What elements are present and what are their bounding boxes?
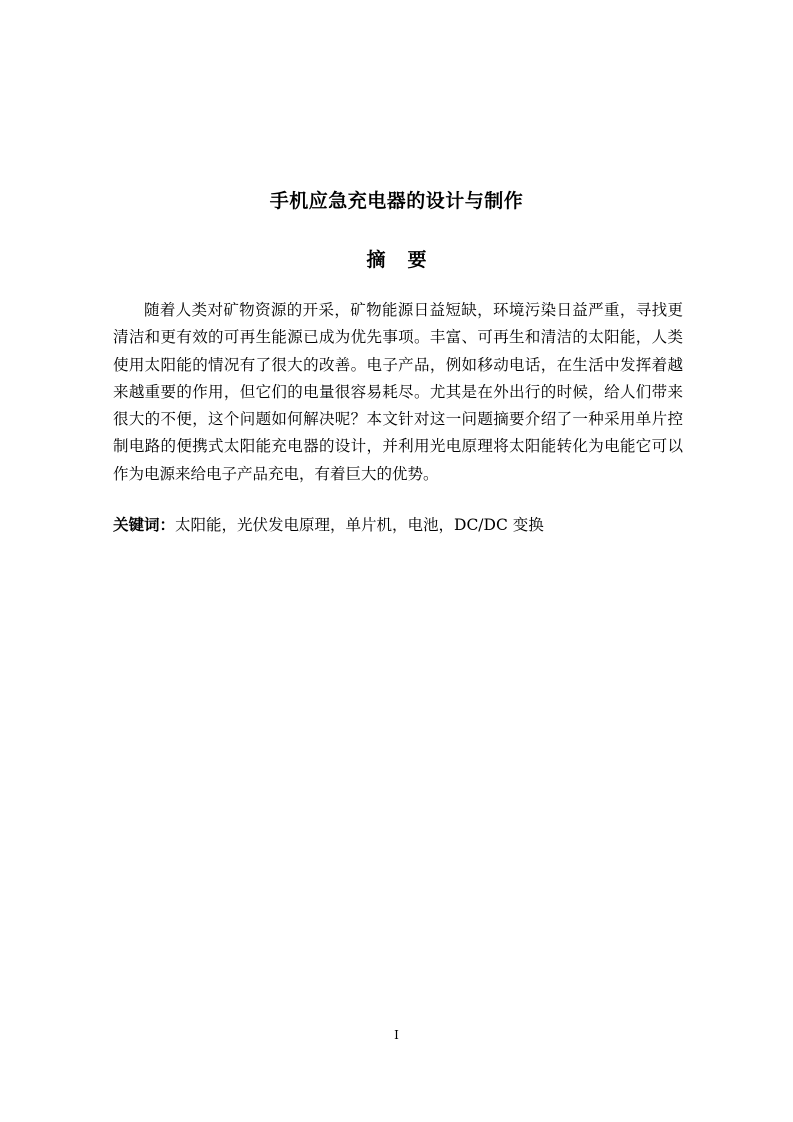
abstract-body: 随着人类对矿物资源的开采，矿物能源日益短缺，环境污染日益严重，寻找更清洁和更有效的可再生能源已成为优先事项。丰富、可再生和清洁的太阳能，人类使用太阳能的情况有了很大的改善。电子产品，例如移动电话，在生活中发挥着越来越重要的作用，但它们的电量很容易耗尽。尤其是在外出行的时候，给人们带来很大的不便，这个问题如何解决呢？本文针对这一问题摘要介绍了一种采用单片控制电路的便携式太阳能充电器的设计，并利用光电原理将太阳能转化为电能它可以作为电源来给电子产品充电，有着巨大的优势。 [113,301,683,483]
page-number: I [394,1028,399,1042]
page-title: 手机应急充电器的设计与制作 [269,190,524,212]
abstract-heading: 摘要 [366,249,449,271]
keywords-line [113,511,683,539]
keywords-label: 关键词： [113,515,176,534]
keywords-text: 太阳能，光伏发电原理，单片机，电池，DC/DC 变换 [175,516,544,534]
